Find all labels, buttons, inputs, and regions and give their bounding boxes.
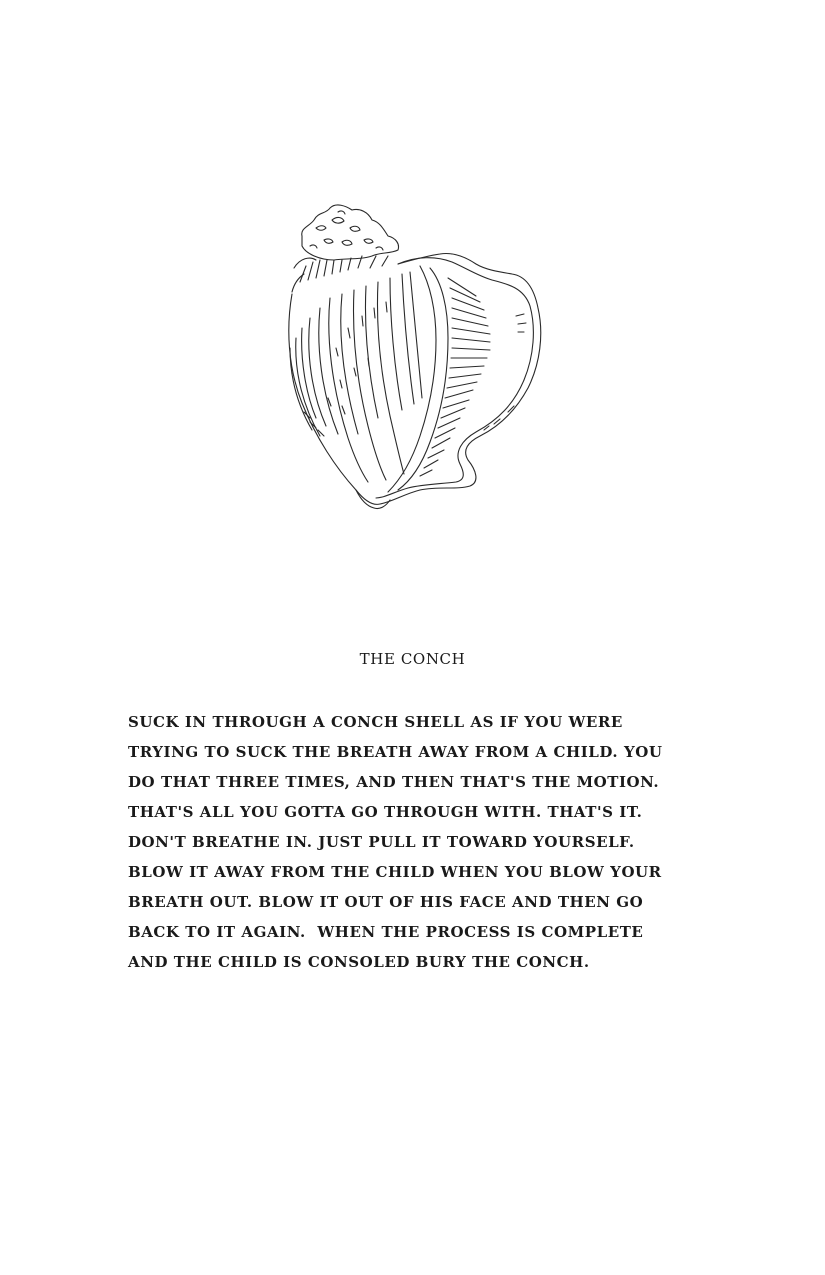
body-paragraph	[128, 707, 728, 977]
body-line: SUCK IN THROUGH A CONCH SHELL AS IF YOU WERE	[128, 713, 623, 731]
body-line: AND THE CHILD IS CONSOLED BURY THE CONCH.	[128, 953, 590, 971]
conch-shell-icon	[280, 198, 545, 516]
body-line: TRYING TO SUCK THE BREATH AWAY FROM A CHILD. YOU	[128, 743, 663, 761]
body-line: THAT'S ALL YOU GOTTA GO THROUGH WITH. THAT'S IT.	[128, 803, 643, 821]
body-line: BACK TO IT AGAIN. WHEN THE PROCESS IS COMPLETE	[128, 923, 644, 941]
body-line: BREATH OUT. BLOW IT OUT OF HIS FACE AND THEN GO	[128, 893, 644, 911]
body-line: DON'T BREATHE IN. JUST PULL IT TOWARD YOURSELF.	[128, 833, 635, 851]
body-line: DO THAT THREE TIMES, AND THEN THAT'S THE MOTION.	[128, 773, 660, 791]
body-line: BLOW IT AWAY FROM THE CHILD WHEN YOU BLOW YOUR	[128, 863, 662, 881]
page-title: THE CONCH	[359, 650, 466, 668]
conch-shell-illustration	[280, 198, 545, 516]
